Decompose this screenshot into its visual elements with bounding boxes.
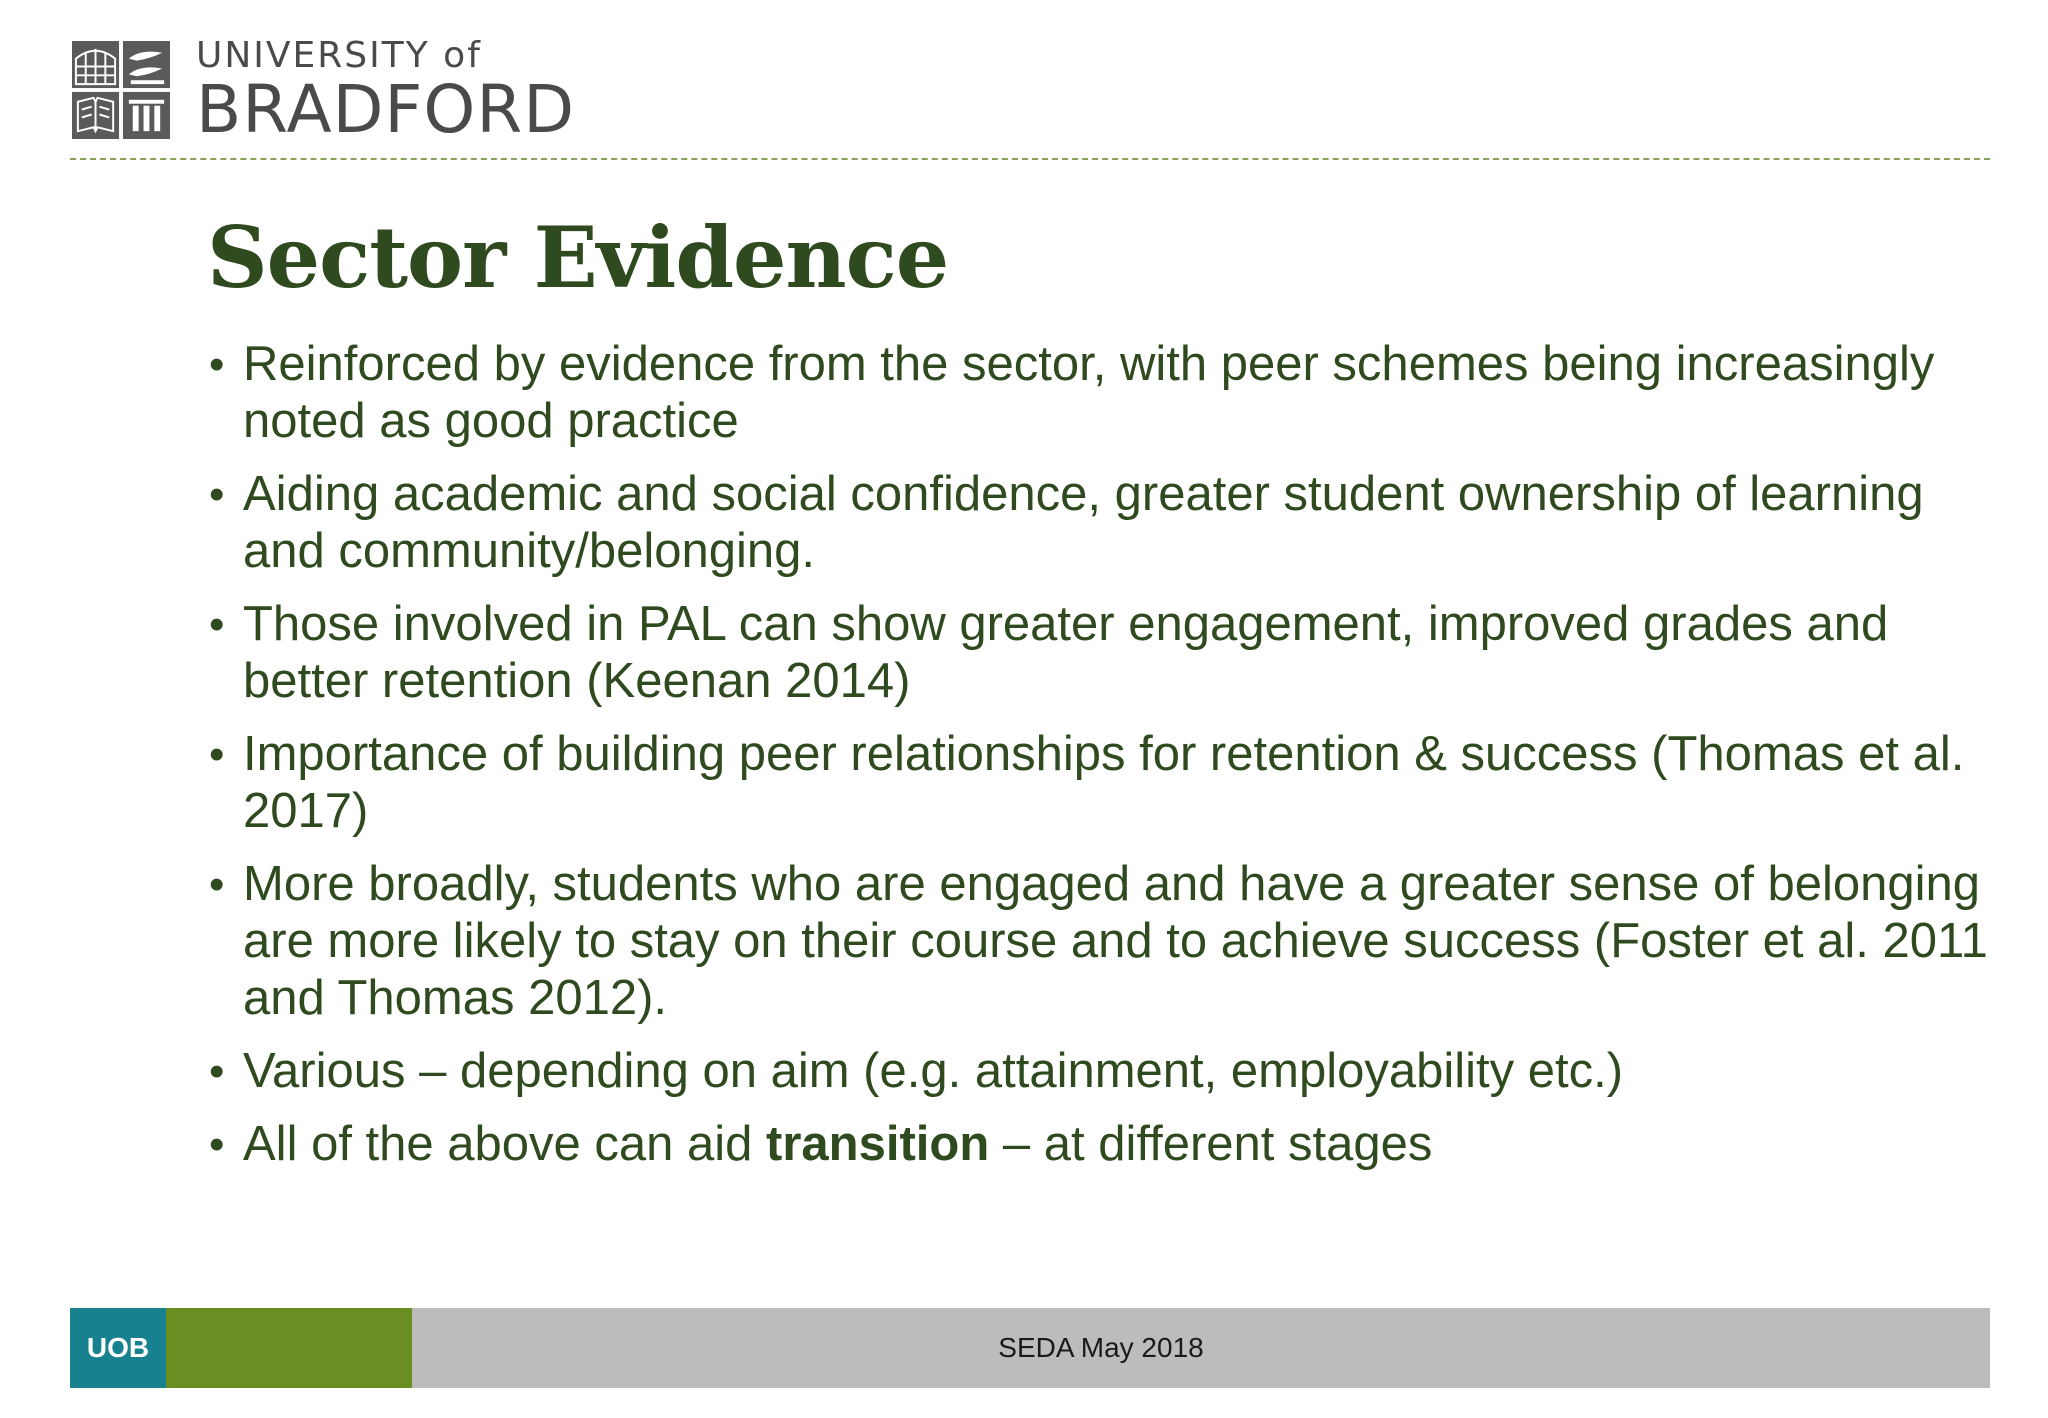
bullet-item	[207, 726, 1997, 840]
bullet-item	[207, 856, 1997, 1027]
bullet-item	[207, 336, 1997, 450]
bullet-text: More broadly, students who are engaged and have a greater sense of belonging are more likely to stay on their course and to achieve success (Foster et al. 2011 and Thomas 2012).	[243, 857, 1988, 1025]
bullet-dot-icon: •	[209, 1120, 225, 1169]
logo-line-bradford: BRADFORD	[196, 71, 576, 148]
bullet-text	[243, 1117, 1432, 1171]
bullet-text-before: All of the above can aid	[243, 1117, 767, 1171]
bullet-item	[207, 1043, 1997, 1100]
bullet-item	[207, 596, 1997, 710]
bullet-text-emphasis: transition	[766, 1117, 990, 1171]
bullet-text: Importance of building peer relationships for retention & success (Thomas et al. 2017)	[243, 727, 1965, 838]
bullet-text: Reinforced by evidence from the sector, with peer schemes being increasingly noted as good practice	[243, 337, 1935, 448]
bullet-item	[207, 466, 1997, 580]
header-divider	[70, 158, 1990, 160]
university-logo	[72, 35, 576, 148]
bullet-text: Aiding academic and social confidence, greater student ownership of learning and community/belonging.	[243, 467, 1924, 578]
bullet-text: Those involved in PAL can show greater engagement, improved grades and better retention (Keenan 2014)	[243, 597, 1889, 708]
logo-wordmark	[196, 35, 576, 148]
slide-title: Sector Evidence	[207, 208, 949, 307]
bullet-text-after: – at different stages	[989, 1117, 1433, 1171]
bullet-text: Various – depending on aim (e.g. attainment, employability etc.)	[243, 1044, 1624, 1098]
bullet-item	[207, 1116, 1997, 1173]
footer-green-block	[166, 1308, 412, 1388]
bullet-dot-icon: •	[209, 340, 225, 389]
bullet-dot-icon: •	[209, 600, 225, 649]
bullet-dot-icon: •	[209, 1047, 225, 1096]
bullet-list	[207, 336, 1997, 1189]
university-crest-icon	[72, 41, 170, 139]
footer-bar	[70, 1308, 1990, 1388]
bullet-dot-icon: •	[209, 470, 225, 519]
bullet-dot-icon: •	[209, 730, 225, 779]
footer-uob-badge: UOB	[70, 1308, 166, 1388]
footer-caption: SEDA May 2018	[412, 1308, 1990, 1388]
bullet-dot-icon: •	[209, 860, 225, 909]
logo-line-university: UNIVERSITY of	[196, 35, 482, 76]
